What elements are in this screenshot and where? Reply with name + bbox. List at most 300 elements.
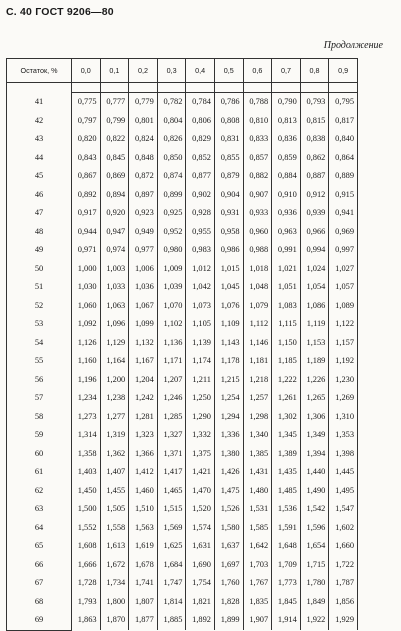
table-cell: 0,966 — [300, 223, 329, 242]
table-cell: 1,073 — [186, 297, 215, 316]
table-cell: 1,079 — [243, 297, 272, 316]
column-header: 0,3 — [157, 59, 186, 83]
table-cell: 1,345 — [272, 426, 301, 445]
table-cell: 1,703 — [243, 556, 272, 575]
table-cell: 1,596 — [300, 519, 329, 538]
column-header: 0,0 — [72, 59, 101, 83]
column-header: 0,2 — [129, 59, 158, 83]
table-cell: 1,185 — [272, 352, 301, 371]
table-cell: 1,215 — [214, 371, 243, 390]
row-label: 49 — [7, 241, 72, 260]
table-cell: 0,817 — [329, 112, 358, 131]
row-label: 50 — [7, 260, 72, 279]
table-cell: 0,894 — [100, 186, 129, 205]
table-cell: 1,654 — [300, 537, 329, 556]
table-cell: 1,672 — [100, 556, 129, 575]
table-cell: 1,063 — [100, 297, 129, 316]
spacer-cell — [7, 83, 72, 93]
table-cell: 1,060 — [72, 297, 101, 316]
table-cell: 0,892 — [72, 186, 101, 205]
table-cell: 0,838 — [300, 130, 329, 149]
table-cell: 0,777 — [100, 93, 129, 112]
table-cell: 1,285 — [157, 408, 186, 427]
table-cell: 1,637 — [214, 537, 243, 556]
table-row — [7, 519, 358, 538]
page-header: С. 40 ГОСТ 9206—80 — [6, 6, 114, 18]
table-cell: 1,281 — [129, 408, 158, 427]
table-cell: 0,939 — [300, 204, 329, 223]
table-cell: 1,678 — [129, 556, 158, 575]
table-cell: 0,907 — [243, 186, 272, 205]
table-cell: 1,585 — [243, 519, 272, 538]
row-label: 69 — [7, 611, 72, 630]
column-header: 0,5 — [214, 59, 243, 83]
table-cell: 1,385 — [243, 445, 272, 464]
table-cell: 1,076 — [214, 297, 243, 316]
table-cell: 1,136 — [157, 334, 186, 353]
row-label: 44 — [7, 149, 72, 168]
table-cell: 1,353 — [329, 426, 358, 445]
table-cell: 1,552 — [72, 519, 101, 538]
table-cell: 1,112 — [243, 315, 272, 334]
table-cell: 1,030 — [72, 278, 101, 297]
table-cell: 0,923 — [129, 204, 158, 223]
column-header: 0,1 — [100, 59, 129, 83]
table-cell: 1,715 — [300, 556, 329, 575]
table-cell: 1,767 — [243, 574, 272, 593]
table-cell: 0,994 — [300, 241, 329, 260]
table-cell: 1,000 — [72, 260, 101, 279]
row-label: 68 — [7, 593, 72, 612]
table-row — [7, 463, 358, 482]
table-cell: 1,760 — [214, 574, 243, 593]
table-cell: 0,801 — [129, 112, 158, 131]
table-cell: 0,775 — [72, 93, 101, 112]
table-cell: 0,991 — [272, 241, 301, 260]
table-cell: 1,526 — [214, 500, 243, 519]
table-cell: 0,882 — [243, 167, 272, 186]
table-cell: 1,734 — [100, 574, 129, 593]
table-cell: 1,254 — [214, 389, 243, 408]
table-cell: 0,840 — [329, 130, 358, 149]
table-cell: 0,877 — [186, 167, 215, 186]
row-label: 66 — [7, 556, 72, 575]
table-cell: 1,648 — [272, 537, 301, 556]
table-cell: 0,829 — [186, 130, 215, 149]
table-cell: 1,631 — [186, 537, 215, 556]
table-cell: 1,835 — [243, 593, 272, 612]
continuation-label: Продолжение — [323, 40, 383, 51]
table-cell: 1,490 — [300, 482, 329, 501]
table-cell: 0,955 — [186, 223, 215, 242]
table-cell: 1,394 — [300, 445, 329, 464]
table-row — [7, 500, 358, 519]
table-cell: 0,928 — [186, 204, 215, 223]
table-cell: 1,741 — [129, 574, 158, 593]
spacer-row — [7, 83, 358, 93]
table-cell: 1,070 — [157, 297, 186, 316]
table-cell: 1,003 — [100, 260, 129, 279]
table-cell: 1,828 — [214, 593, 243, 612]
table-cell: 1,302 — [272, 408, 301, 427]
table-cell: 1,510 — [129, 500, 158, 519]
table-cell: 1,192 — [329, 352, 358, 371]
column-header: 0,4 — [186, 59, 215, 83]
spacer-cell — [272, 83, 301, 93]
table-cell: 1,591 — [272, 519, 301, 538]
table-cell: 1,690 — [186, 556, 215, 575]
table-cell: 1,018 — [243, 260, 272, 279]
table-cell: 1,460 — [129, 482, 158, 501]
table-cell: 1,892 — [186, 611, 215, 630]
table-cell: 1,222 — [272, 371, 301, 390]
table-cell: 0,980 — [157, 241, 186, 260]
table-cell: 0,872 — [129, 167, 158, 186]
table-cell: 0,889 — [329, 167, 358, 186]
table-cell: 0,822 — [100, 130, 129, 149]
table-row — [7, 352, 358, 371]
table-cell: 0,958 — [214, 223, 243, 242]
spacer-cell — [243, 83, 272, 93]
table-cell: 1,574 — [186, 519, 215, 538]
table-cell: 0,820 — [72, 130, 101, 149]
table-cell: 1,375 — [186, 445, 215, 464]
table-cell: 1,021 — [272, 260, 301, 279]
table-cell: 1,495 — [329, 482, 358, 501]
table-cell: 0,862 — [300, 149, 329, 168]
table-cell: 0,974 — [100, 241, 129, 260]
table-cell: 1,642 — [243, 537, 272, 556]
table-cell: 1,870 — [100, 611, 129, 630]
table-cell: 0,852 — [186, 149, 215, 168]
table-cell: 0,949 — [129, 223, 158, 242]
table-cell: 1,807 — [129, 593, 158, 612]
table-cell: 1,092 — [72, 315, 101, 334]
table-cell: 0,904 — [214, 186, 243, 205]
table-cell: 1,042 — [186, 278, 215, 297]
table-cell: 1,340 — [243, 426, 272, 445]
table-cell: 0,941 — [329, 204, 358, 223]
table-cell: 1,336 — [214, 426, 243, 445]
table-row — [7, 130, 358, 149]
table-cell: 1,167 — [129, 352, 158, 371]
first-column-header: Остаток, % — [7, 59, 72, 83]
row-label: 48 — [7, 223, 72, 242]
table-cell: 1,024 — [300, 260, 329, 279]
table-cell: 0,848 — [129, 149, 158, 168]
table-cell: 0,786 — [214, 93, 243, 112]
table-row — [7, 204, 358, 223]
table-cell: 0,944 — [72, 223, 101, 242]
table-cell: 0,810 — [243, 112, 272, 131]
table-cell: 1,358 — [72, 445, 101, 464]
table-cell: 1,218 — [243, 371, 272, 390]
table-cell: 1,407 — [100, 463, 129, 482]
table-cell: 1,045 — [214, 278, 243, 297]
table-cell: 0,836 — [272, 130, 301, 149]
table-cell: 1,431 — [243, 463, 272, 482]
table-cell: 1,051 — [272, 278, 301, 297]
row-label: 64 — [7, 519, 72, 538]
table-cell: 0,869 — [100, 167, 129, 186]
table-cell: 0,850 — [157, 149, 186, 168]
table-header-row — [7, 59, 358, 83]
table-row — [7, 389, 358, 408]
table-cell: 1,821 — [186, 593, 215, 612]
table-cell: 1,814 — [157, 593, 186, 612]
row-label: 67 — [7, 574, 72, 593]
table-row — [7, 297, 358, 316]
row-label: 58 — [7, 408, 72, 427]
table-cell: 0,997 — [329, 241, 358, 260]
table-row — [7, 260, 358, 279]
table-row — [7, 482, 358, 501]
table-cell: 1,505 — [100, 500, 129, 519]
table-cell: 1,102 — [157, 315, 186, 334]
row-label: 62 — [7, 482, 72, 501]
table-cell: 1,922 — [300, 611, 329, 630]
table-cell: 1,027 — [329, 260, 358, 279]
table-cell: 1,877 — [129, 611, 158, 630]
table-cell: 1,380 — [214, 445, 243, 464]
table-cell: 0,879 — [214, 167, 243, 186]
table-cell: 1,728 — [72, 574, 101, 593]
table-cell: 1,067 — [129, 297, 158, 316]
table-cell: 1,398 — [329, 445, 358, 464]
table-cell: 1,800 — [100, 593, 129, 612]
table-cell: 0,899 — [157, 186, 186, 205]
row-label: 54 — [7, 334, 72, 353]
table-cell: 1,536 — [272, 500, 301, 519]
table-cell: 1,009 — [157, 260, 186, 279]
table-cell: 1,132 — [129, 334, 158, 353]
table-cell: 1,057 — [329, 278, 358, 297]
table-cell: 1,445 — [329, 463, 358, 482]
table-row — [7, 611, 358, 630]
table-cell: 0,815 — [300, 112, 329, 131]
table-cell: 1,143 — [214, 334, 243, 353]
table-cell: 1,119 — [300, 315, 329, 334]
table-cell: 1,426 — [214, 463, 243, 482]
table-cell: 0,788 — [243, 93, 272, 112]
table-cell: 1,048 — [243, 278, 272, 297]
row-label: 53 — [7, 315, 72, 334]
table-cell: 0,933 — [243, 204, 272, 223]
table-cell: 0,797 — [72, 112, 101, 131]
row-label: 41 — [7, 93, 72, 112]
table-cell: 0,912 — [300, 186, 329, 205]
table-cell: 1,294 — [214, 408, 243, 427]
row-label: 61 — [7, 463, 72, 482]
table-cell: 1,086 — [300, 297, 329, 316]
table-cell: 0,960 — [243, 223, 272, 242]
table-cell: 1,613 — [100, 537, 129, 556]
table-row — [7, 593, 358, 612]
row-label: 46 — [7, 186, 72, 205]
table-cell: 0,887 — [300, 167, 329, 186]
table-cell: 1,319 — [100, 426, 129, 445]
table-row — [7, 278, 358, 297]
table-cell: 1,012 — [186, 260, 215, 279]
table-cell: 1,787 — [329, 574, 358, 593]
table-cell: 0,793 — [300, 93, 329, 112]
table-cell: 1,929 — [329, 611, 358, 630]
table-cell: 1,261 — [272, 389, 301, 408]
table-cell: 1,563 — [129, 519, 158, 538]
table-cell: 1,542 — [300, 500, 329, 519]
spacer-cell — [329, 83, 358, 93]
table-cell: 1,089 — [329, 297, 358, 316]
table-row — [7, 574, 358, 593]
table-cell: 1,500 — [72, 500, 101, 519]
table-cell: 1,238 — [100, 389, 129, 408]
table-cell: 1,608 — [72, 537, 101, 556]
table-cell: 1,793 — [72, 593, 101, 612]
table-cell: 1,547 — [329, 500, 358, 519]
table-cell: 1,160 — [72, 352, 101, 371]
table-cell: 0,779 — [129, 93, 158, 112]
table-cell: 0,986 — [214, 241, 243, 260]
table-body — [7, 83, 358, 631]
table-cell: 0,864 — [329, 149, 358, 168]
table-cell: 0,952 — [157, 223, 186, 242]
table-cell: 0,826 — [157, 130, 186, 149]
table-cell: 1,747 — [157, 574, 186, 593]
table-cell: 1,349 — [300, 426, 329, 445]
table-cell: 1,164 — [100, 352, 129, 371]
table-cell: 1,475 — [214, 482, 243, 501]
table-cell: 1,277 — [100, 408, 129, 427]
row-label: 51 — [7, 278, 72, 297]
table-cell: 1,269 — [329, 389, 358, 408]
conversion-table — [6, 58, 358, 631]
table-row — [7, 537, 358, 556]
table-cell: 1,200 — [100, 371, 129, 390]
table-cell: 1,403 — [72, 463, 101, 482]
table-cell: 0,983 — [186, 241, 215, 260]
row-label: 65 — [7, 537, 72, 556]
table-cell: 1,109 — [214, 315, 243, 334]
table-row — [7, 223, 358, 242]
table-cell: 0,799 — [100, 112, 129, 131]
table-cell: 1,697 — [214, 556, 243, 575]
table-cell: 1,515 — [157, 500, 186, 519]
table-cell: 0,902 — [186, 186, 215, 205]
table-cell: 0,915 — [329, 186, 358, 205]
table-cell: 1,054 — [300, 278, 329, 297]
table-cell: 0,910 — [272, 186, 301, 205]
table-cell: 1,845 — [272, 593, 301, 612]
table-cell: 1,230 — [329, 371, 358, 390]
table-cell: 1,323 — [129, 426, 158, 445]
table-cell: 1,314 — [72, 426, 101, 445]
table-cell: 1,569 — [157, 519, 186, 538]
table-cell: 1,480 — [243, 482, 272, 501]
table-row — [7, 93, 358, 112]
column-header: 0,8 — [300, 59, 329, 83]
column-header: 0,9 — [329, 59, 358, 83]
table-cell: 1,450 — [72, 482, 101, 501]
table-cell: 1,153 — [300, 334, 329, 353]
spacer-cell — [129, 83, 158, 93]
table-cell: 1,310 — [329, 408, 358, 427]
table-cell: 0,867 — [72, 167, 101, 186]
table-cell: 1,371 — [157, 445, 186, 464]
table-cell: 1,440 — [300, 463, 329, 482]
table-cell: 0,833 — [243, 130, 272, 149]
table-cell: 1,773 — [272, 574, 301, 593]
row-label: 59 — [7, 426, 72, 445]
table-cell: 0,813 — [272, 112, 301, 131]
table-cell: 1,171 — [157, 352, 186, 371]
table-cell: 1,265 — [300, 389, 329, 408]
table-cell: 1,257 — [243, 389, 272, 408]
table-cell: 1,096 — [100, 315, 129, 334]
row-label: 60 — [7, 445, 72, 464]
column-header: 0,7 — [272, 59, 301, 83]
table-row — [7, 167, 358, 186]
table-cell: 0,925 — [157, 204, 186, 223]
table-cell: 1,099 — [129, 315, 158, 334]
table-cell: 0,845 — [100, 149, 129, 168]
table-cell: 1,204 — [129, 371, 158, 390]
table-cell: 0,884 — [272, 167, 301, 186]
table-cell: 0,831 — [214, 130, 243, 149]
table-cell: 1,435 — [272, 463, 301, 482]
table-cell: 1,602 — [329, 519, 358, 538]
table-cell: 1,885 — [157, 611, 186, 630]
table-cell: 1,246 — [157, 389, 186, 408]
table-cell: 0,897 — [129, 186, 158, 205]
table-cell: 0,808 — [214, 112, 243, 131]
table-row — [7, 315, 358, 334]
table-cell: 1,115 — [272, 315, 301, 334]
table-cell: 1,196 — [72, 371, 101, 390]
table-cell: 1,722 — [329, 556, 358, 575]
table-cell: 0,936 — [272, 204, 301, 223]
table-cell: 0,855 — [214, 149, 243, 168]
table-cell: 1,033 — [100, 278, 129, 297]
table-cell: 1,139 — [186, 334, 215, 353]
table-cell: 1,856 — [329, 593, 358, 612]
table-row — [7, 445, 358, 464]
table-cell: 1,907 — [243, 611, 272, 630]
table-cell: 1,234 — [72, 389, 101, 408]
table-cell: 1,006 — [129, 260, 158, 279]
table-cell: 1,189 — [300, 352, 329, 371]
table-cell: 1,666 — [72, 556, 101, 575]
table-cell: 0,806 — [186, 112, 215, 131]
table-cell: 0,874 — [157, 167, 186, 186]
table-cell: 0,969 — [329, 223, 358, 242]
table-cell: 1,899 — [214, 611, 243, 630]
table-cell: 0,859 — [272, 149, 301, 168]
table-cell: 1,174 — [186, 352, 215, 371]
table-cell: 1,298 — [243, 408, 272, 427]
table-cell: 1,485 — [272, 482, 301, 501]
table-cell: 0,857 — [243, 149, 272, 168]
table-cell: 1,178 — [214, 352, 243, 371]
table-cell: 1,417 — [157, 463, 186, 482]
table-cell: 1,754 — [186, 574, 215, 593]
table-row — [7, 408, 358, 427]
table-cell: 1,421 — [186, 463, 215, 482]
table-cell: 1,914 — [272, 611, 301, 630]
spacer-cell — [100, 83, 129, 93]
table-cell: 1,863 — [72, 611, 101, 630]
table-cell: 0,790 — [272, 93, 301, 112]
table-cell: 1,465 — [157, 482, 186, 501]
